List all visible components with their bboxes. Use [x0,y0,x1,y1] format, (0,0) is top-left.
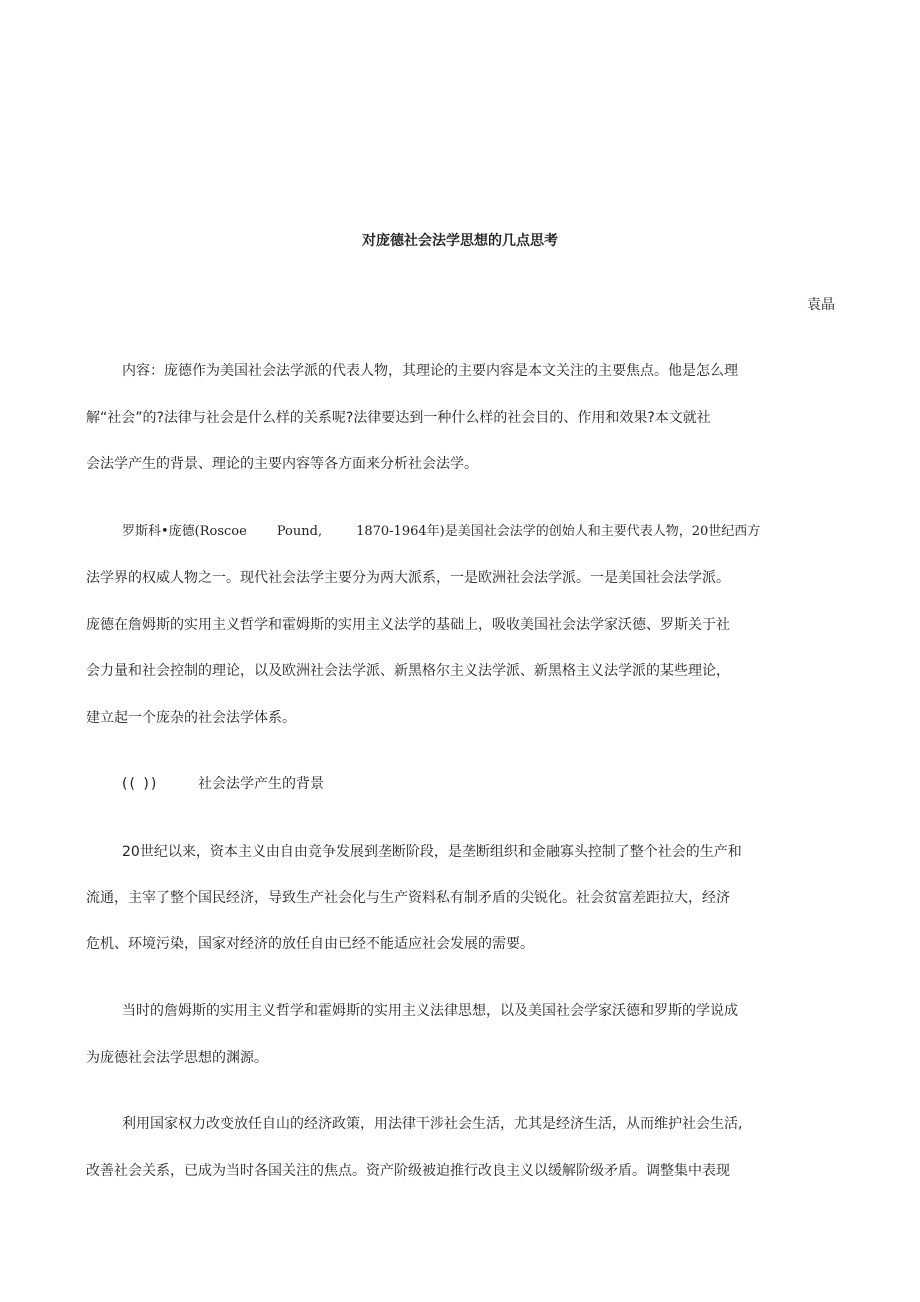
paragraph-line: 解“社会”的?法律与社会是什么样的关系呢?法律要达到一种什么样的社会目的、作用和效果?本文就社 [86,410,711,426]
paragraph-line: 庞德在詹姆斯的实用主义哲学和霍姆斯的实用主义法学的基础上，吸收美国社会法学家沃德、罗斯关于社 [86,617,730,633]
paragraph-line: 法学界的权威人物之一。现代社会法学主要分为两大派系，一是欧洲社会法学派。一是美国社会法学派。 [86,570,730,586]
paragraph-line: 为庞德社会法学思想的渊源。 [86,1050,268,1066]
paragraph-line: 利用国家权力改变放任自山的经济政策，用法律干涉社会生活，尤其是经济生活，从而维护社会生活, [122,1116,743,1132]
pound-surname: Pound, [276,524,323,539]
document-title: 对庞德社会法学思想的几点思考 [362,233,558,249]
paragraph-line: 内容：庞德作为美国社会法学派的代表人物，其理论的主要内容是本文关注的主要焦点。他是怎么理 [122,363,738,379]
pound-dates-text: 1870-1964年)是美国社会法学的创始人和主要代表人物，20世纪西方 [356,524,761,539]
section-number: (( )) [122,776,159,792]
paragraph-line: 当时的詹姆斯的实用主义哲学和霍姆斯的实用主义法律思想，以及美国社会学家沃德和罗斯的学说成 [122,1003,738,1019]
paragraph-line: 会力量和社会控制的理论，以及欧洲社会法学派、新黑格尔主义法学派、新黑格主义法学派的某些理论， [86,663,730,679]
paragraph-line: 流通，主宰了整个国民经济，导致生产社会化与生产资料私有制矛盾的尖锐化。社会贫富差距拉大，经济 [86,890,730,906]
paragraph-line: 改善社会关系，已成为当时各国关注的焦点。资产阶级被迫推行改良主义以缓解阶级矛盾。调整集中表现 [86,1163,730,1179]
paragraph-line: 会法学产生的背景、理论的主要内容等各方面来分析社会法学。 [86,456,478,472]
paragraph-line: 建立起一个庞杂的社会法学体系。 [86,710,296,726]
paragraph-line: 危机、环境污染，国家对经济的放任自由已经不能适应社会发展的需要。 [86,936,534,952]
paragraph-line: 20世纪以来，资本主义由自由竞争发展到垄断阶段，是垄断组织和金融寡头控制了整个社会的生产和 [122,844,742,860]
paragraph-line [122,520,760,543]
document-author: 袁晶 [807,297,835,313]
pound-name: 罗斯科•庞德(Roscoe [122,524,247,539]
section-heading: 社会法学产生的背景 [198,776,324,792]
